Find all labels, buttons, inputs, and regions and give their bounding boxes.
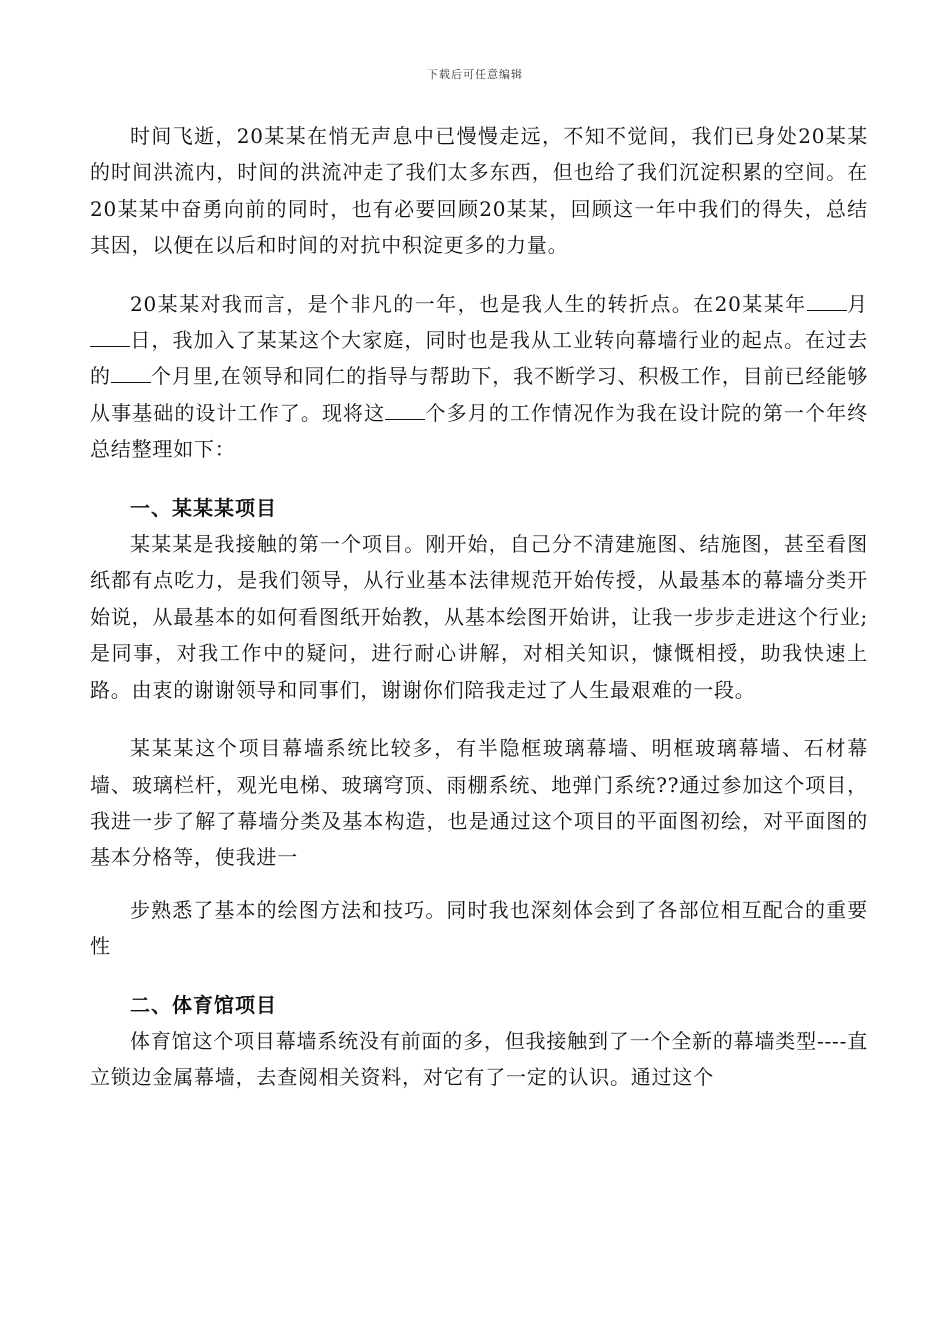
- document-body: [90, 118, 868, 1096]
- paragraph-intro: 时间飞逝，20某某在悄无声息中已慢慢走远，不知不觉间，我们已身处20某某的时间洪流内，时间的洪流冲走了我们太多东西，但也给了我们沉淀积累的空间。在20某某中奋勇向前的同时，也有必要回顾20某某，回顾这一年中我们的得失，总结其因，以便在以后和时间的对抗中积淀更多的力量。: [90, 124, 868, 258]
- section-heading-2: 二、体育馆项目: [130, 992, 277, 1017]
- paragraph-project-2: 体育馆这个项目幕墙系统没有前面的多，但我接触到了一个全新的幕墙类型----直立锁边金属幕墙，去查阅相关资料，对它有了一定的认识。通过这个: [90, 1028, 868, 1090]
- blank-line: [90, 328, 130, 347]
- header-note: 下载后可任意编辑: [427, 68, 523, 81]
- paragraph-project-1: 某某某是我接触的第一个项目。刚开始，自己分不清建施图、结施图，甚至看图纸都有点吃力，是我们领导，从行业基本法律规范开始传授，从最基本的幕墙分类开始说，从最基本的如何看图纸开始教，从基本绘图开始讲，让我一步步走进这个行业;是同事，对我工作中的疑问，进行耐心讲解，对相关知识，慷慨相授，助我快速上路。由衷的谢谢领导和同事们，谢谢你们陪我走过了人生最艰难的一段。: [90, 532, 868, 702]
- overview-text-5: 个多月的工作情况作为我在设计院的第一个年终总结整理如下：: [90, 400, 868, 462]
- paragraph-overview: [90, 286, 868, 468]
- blank-line: [385, 401, 425, 420]
- blank-line: [807, 292, 847, 311]
- section-heading-1: 一、某某某项目: [130, 495, 277, 520]
- paragraph-project-1-systems: 某某某这个项目幕墙系统比较多，有半隐框玻璃幕墙、明框玻璃幕墙、石材幕墙、玻璃栏杆，观光电梯、玻璃穹顶、雨棚系统、地弹门系统??通过参加这个项目，我进一步了解了幕墙分类及基本构造，也是通过这个项目的平面图初绘，对平面图的基本分格等，使我进一: [90, 736, 868, 870]
- overview-text-3: 日，我加入了某某这个大家庭，同时也是我从工业转向幕墙行业的起点。在过去的: [90, 328, 868, 389]
- overview-text-2: 月: [846, 291, 868, 316]
- paragraph-project-1-continued: 步熟悉了基本的绘图方法和技巧。同时我也深刻体会到了各部位相互配合的重要性: [90, 897, 868, 959]
- overview-text-1: 20某某对我而言，是个非凡的一年，也是我人生的转折点。在20某某年: [130, 291, 807, 316]
- overview-text-4: 个月里,在领导和同仁的指导与帮助下，我不断学习、积极工作，目前已经能够从事基础的设计工作了。现将这: [90, 364, 868, 425]
- blank-line: [111, 364, 151, 383]
